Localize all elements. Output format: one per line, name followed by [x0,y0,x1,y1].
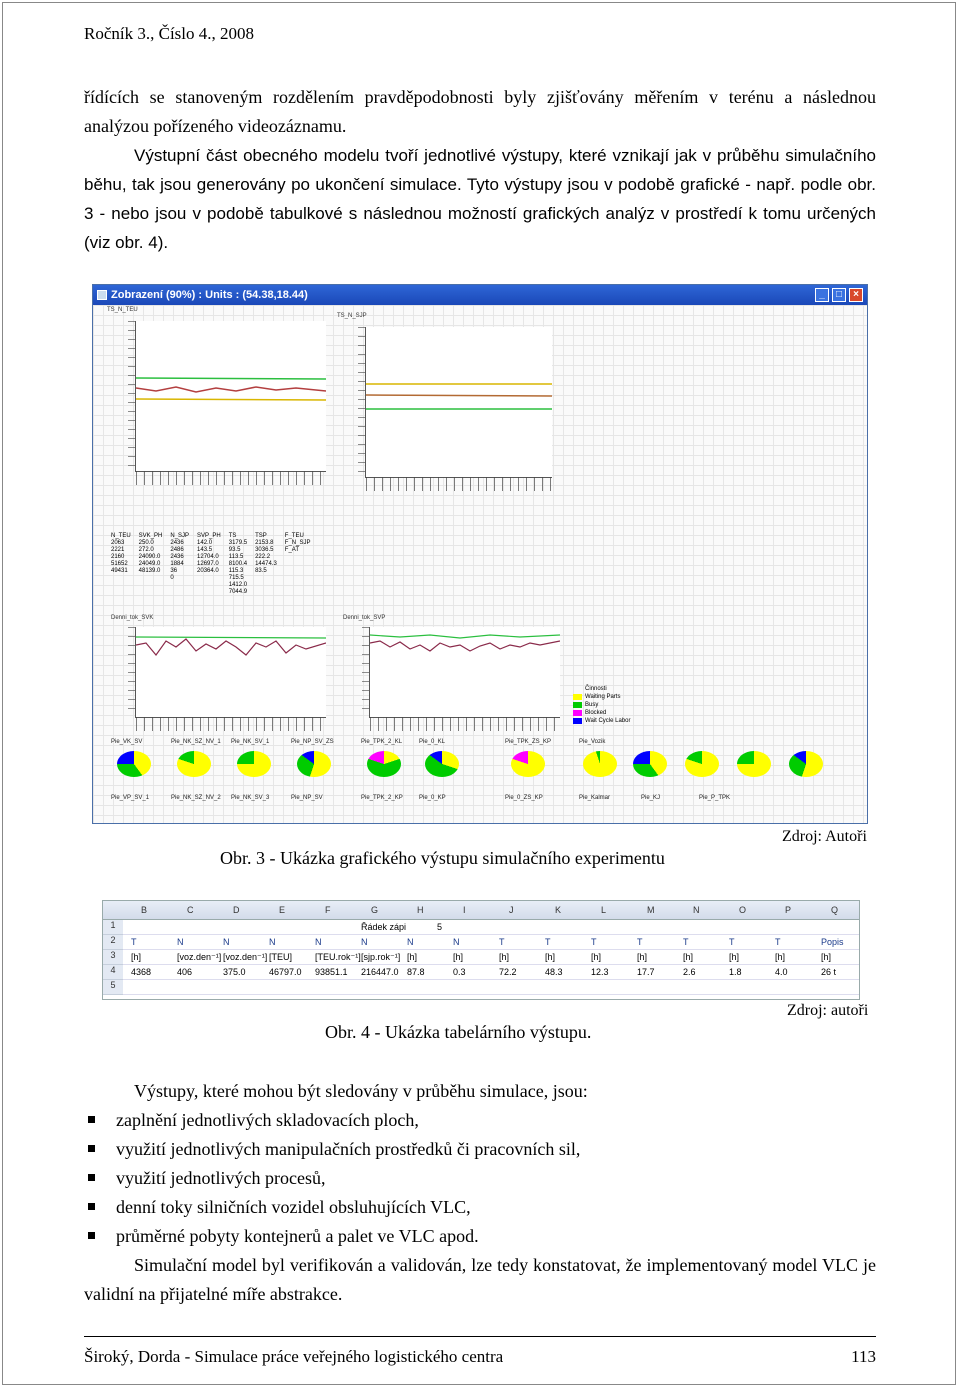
stats-table-cell: 48139.0 [138,568,161,574]
cell[interactable]: T [499,937,505,947]
cell[interactable]: 26 t [821,967,837,977]
th: TS [228,533,237,539]
x-ticks [136,471,326,485]
column-header[interactable]: B [141,905,148,915]
line-green [370,635,560,638]
line-brown [366,395,552,396]
cell[interactable]: [h] [407,952,418,962]
th: TSP [255,533,267,539]
pie-label: Pie_NK_SV_3 [231,795,270,801]
pie-label: Pie_NK_SZ_NV_2 [171,795,221,801]
figure3-caption: Obr. 3 - Ukázka grafického výstupu simulačního experimentu [220,848,665,868]
list-item: průměrné pobyty kontejnerů a palet ve VLC apod. [84,1222,876,1251]
cell[interactable]: T [775,937,781,947]
cell[interactable]: [h] [591,952,602,962]
stats-table-cell [285,575,319,582]
stats-table-cell: 49431 [111,568,128,574]
pie-label: Pie_TPK_ZS_KP [505,739,552,745]
th: SVK_PH [138,533,163,539]
chart-denni-tok-svk [135,627,326,718]
cell[interactable]: [h] [499,952,510,962]
close-icon[interactable]: × [849,288,863,302]
stats-table-cell: 3036.5 [255,547,274,553]
cell[interactable]: [h] [453,952,464,962]
stats-table-cell: 142.0 [197,540,213,546]
row-header[interactable]: 2 [103,935,123,950]
stats-table-cell [111,589,139,596]
pie-label: Pie_Vozik [579,739,606,745]
pie-label: Pie_NK_SV_1 [231,739,270,745]
pie-chart [633,751,667,777]
list-item: využití jednotlivých procesů, [84,1164,876,1193]
cell[interactable]: 1.8 [729,967,742,977]
pie-chart [685,751,719,777]
y-ticks [128,321,135,471]
row-header[interactable]: 4 [103,965,123,980]
x-ticks [366,477,552,491]
cell[interactable]: 375.0 [223,967,246,977]
chart-denni-tok-svp-lines [370,627,560,717]
column-header[interactable]: P [785,905,792,915]
stats-table-cell: 2436 [170,540,184,546]
stats-table-cell: 272.0 [138,547,154,553]
line-green [136,637,326,638]
pie-chart [737,751,771,777]
stats-table-row [111,547,318,554]
line-maroon [136,639,326,655]
footer [84,1347,876,1367]
cell[interactable]: 12.3 [591,967,609,977]
legend-label: Wait Cycle Labor [585,718,631,724]
cell[interactable]: 93851.1 [315,967,348,977]
column-header[interactable]: E [279,905,286,915]
column-header[interactable]: D [233,905,240,915]
stats-table-cell: 12704.0 [197,554,219,560]
line-green [136,378,326,379]
stats-table-cell: 20364.0 [197,568,219,574]
legend-title: Činnosti [585,686,607,692]
stats-table-cell [285,554,319,561]
intro-paragraph-2 [84,141,876,257]
pie-chart [511,751,545,777]
stats-table-cell: 24090.0 [138,554,161,560]
stats-table-cell [170,589,197,596]
column-header[interactable]: O [739,905,747,915]
column-headers [103,901,859,920]
line-maroon [370,641,560,651]
stats-table-row [111,554,318,561]
legend-swatch [573,718,582,724]
cell[interactable]: 17.7 [637,967,655,977]
stats-table-cell: 83.5 [255,568,267,574]
cell[interactable]: [TEU.rok⁻¹] [315,952,361,962]
cell[interactable]: 406 [177,967,193,977]
cell[interactable]: 4368 [131,967,152,977]
simulation-canvas [93,305,867,823]
stats-table-cell: 1884 [170,561,184,567]
stats-table-cell [111,575,139,582]
stats-table-cell: 12697.0 [197,561,219,567]
page-number: 113 [851,1347,876,1366]
pie-chart [117,751,151,777]
cell[interactable]: [h] [683,952,694,962]
stats-table-cell [255,582,285,589]
pie-chart [367,751,401,777]
list-item: zaplnění jednotlivých skladovacích ploch, [84,1106,876,1135]
grid-row [123,935,859,950]
cell[interactable]: [voz.den⁻¹] [223,952,268,962]
cell[interactable]: [TEU] [269,952,293,962]
column-header[interactable]: L [601,905,607,915]
cell[interactable]: 87.8 [407,967,425,977]
stats-table-cell: F_N_SJP [284,540,311,546]
pie-label: Pie_P_TPK [699,795,731,801]
y-ticks [358,327,365,477]
cell[interactable]: N [361,937,368,947]
simulation-output-window [92,284,868,824]
cell[interactable]: N [453,937,460,947]
stats-table-cell: 2221 [111,547,125,553]
cell[interactable]: N [223,937,230,947]
chart-denni-tok-svp [369,627,560,718]
y-ticks [128,627,135,717]
row-header[interactable]: 5 [103,980,123,995]
outputs-intro: Výstupy, které mohou být sledovány v průběhu simulace, jsou: [134,1081,588,1101]
pie-label: Pie_Kalmar [579,795,611,801]
column-header[interactable]: C [187,905,194,915]
pie-label: Pie_NK_SZ_NV_1 [171,739,221,745]
legend-swatch [573,694,582,700]
cell[interactable]: [h] [729,952,740,962]
pie-label: Pie_VK_SV [111,739,143,745]
pie-chart [177,751,211,777]
cell[interactable]: T [637,937,643,947]
footer-title: Široký, Dorda - Simulace práce veřejného logistického centra [84,1347,504,1366]
legend-item [573,709,630,717]
pie-label: Pie_VP_SV_1 [111,795,150,801]
cell[interactable]: T [131,937,137,947]
legend-item [573,701,630,709]
cell[interactable]: N [315,937,322,947]
th: N_TEU [111,533,131,539]
stats-table-row [111,540,318,547]
activity-legend [573,685,630,725]
stats-table-row [111,575,318,582]
stats-table-cell [197,575,229,582]
stats-table-cell [170,582,197,589]
stats-table-row [111,589,318,596]
stats-table-cell: 7044.9 [228,589,248,595]
spreadsheet [102,900,860,1000]
cell[interactable]: [voz.den⁻¹] [177,952,222,962]
grid-row [123,980,859,995]
stats-table-cell: 1412.0 [228,582,248,588]
pie-label: Pie_KJ [641,795,661,801]
stats-table-cell: 115.3 [228,568,244,574]
stats-table-cell: 14474.3 [255,561,277,567]
legend-swatch [573,702,582,708]
legend-label: Waiting Parts [585,694,621,700]
cell[interactable]: 48.3 [545,967,563,977]
cell[interactable]: 5 [437,922,443,932]
stats-table-cell [197,582,229,589]
stats-table-cell: 36 [170,568,178,574]
column-header[interactable]: F [325,905,331,915]
stats-table-row [111,561,318,568]
cell[interactable]: T [729,937,735,947]
cell[interactable]: [h] [545,952,556,962]
stats-table-cell: 2153.8 [255,540,274,546]
cell[interactable]: N [269,937,276,947]
column-header[interactable]: K [555,905,562,915]
pie-label: Pie_0_ZS_KP [505,795,543,801]
outputs-list [84,1106,876,1251]
row-header[interactable]: 3 [103,950,123,965]
cell[interactable]: Popis [821,937,844,947]
column-header[interactable]: M [647,905,655,915]
cell[interactable]: [h] [775,952,786,962]
stats-table-cell: 2436 [170,554,184,560]
pie-label: Pie_TPK_2_KP [361,795,403,801]
stats-table-cell [139,575,171,582]
chart-ts-n-sjp-lines [366,327,552,477]
column-header[interactable]: J [509,905,514,915]
legend-label: Busy [585,702,599,708]
intro-paragraph-1: řídících se stanoveným rozdělením pravděpodobnosti byly zjišťovány měřením v terénu a následnou analýzou pořízeného videozáznamu. [84,87,876,136]
pie-label: Pie_TPK_2_KL [361,739,403,745]
pie-label: Pie_NP_SV_ZS [291,739,334,745]
list-item: denní toky silničních vozidel obsluhujících VLC, [84,1193,876,1222]
stats-table [111,533,318,596]
stats-table-cell: 222.2 [255,554,271,560]
stats-table-cell: 8100.4 [228,561,248,567]
legend-item [573,693,630,701]
chart-label-ts-n-sjp: TS_N_SJP [337,313,367,319]
stats-table-cell: 2063 [111,540,125,546]
pie-label: Pie_0_KP [419,795,446,801]
window-titlebar [93,285,867,305]
stats-table-row [111,568,318,575]
cell[interactable]: [h] [637,952,648,962]
stats-table-cell: 0 [170,575,174,581]
maximize-icon[interactable]: □ [832,288,846,302]
stats-table-cell [197,589,229,596]
cell[interactable]: [h] [131,952,142,962]
stats-table-cell [285,582,319,589]
figure4-source: Zdroj: autoři [787,1002,869,1019]
figure4-caption: Obr. 4 - Ukázka tabelárního výstupu. [325,1022,592,1042]
cell[interactable]: 72.2 [499,967,517,977]
chart-ts-n-sjp [365,327,552,478]
chart-label-denni-tok-svp: Denni_tok_SVP [343,615,386,621]
column-header[interactable]: N [693,905,700,915]
cell[interactable]: [sjp.rok⁻¹] [361,952,401,962]
chart-label-ts-n-teu: TS_N_TEU [107,307,138,313]
cell[interactable]: T [545,937,551,947]
column-header[interactable]: Q [831,905,839,915]
stats-table-cell: 3179.5 [228,540,248,546]
th: F_TEU [284,533,304,539]
cell[interactable]: T [591,937,597,947]
cell[interactable]: 0.3 [453,967,466,977]
running-header: Ročník 3., Číslo 4., 2008 [84,24,255,43]
pie-chart [789,751,823,777]
pie-chart [237,751,271,777]
stats-table-header [111,533,318,540]
stats-table-cell [285,589,319,596]
cell[interactable]: 216447.0 [361,967,399,977]
cell[interactable]: T [683,937,689,947]
stats-table-cell [285,568,319,575]
stats-table-body [111,540,318,596]
stats-table-cell [111,582,139,589]
chart-label-denni-tok-svk: Denni_tok_SVK [111,615,154,621]
cell[interactable]: 46797.0 [269,967,302,977]
list-item: využití jednotlivých manipulačních prostředků či pracovních sil, [84,1135,876,1164]
stats-table-cell [139,589,171,596]
stats-table-row [111,582,318,589]
column-header[interactable]: H [417,905,424,915]
cell[interactable]: N [177,937,184,947]
chart-denni-tok-svk-lines [136,627,326,717]
line-yellow [136,399,326,400]
grid-row [123,920,859,935]
stats-table-cell [285,561,319,568]
x-ticks [370,717,560,731]
footer-rule [84,1336,876,1337]
conclusion-paragraph: Simulační model byl verifikován a validován, lze tedy konstatovat, že implementovaný model VLC je validní na přijatelné míře abstrakce. [84,1255,876,1304]
stats-table-cell: 250.0 [138,540,154,546]
window-icon [97,290,107,300]
stats-table-cell: 715.5 [228,575,244,581]
cell[interactable]: [h] [821,952,832,962]
stats-table-cell: 93.5 [228,547,241,553]
pie-chart [425,751,459,777]
chart-ts-n-teu-lines [136,321,326,471]
minimize-icon[interactable]: _ [815,288,829,302]
figure3-source: Zdroj: Autoři [782,828,867,845]
legend-swatch [573,710,582,716]
column-header[interactable]: G [371,905,379,915]
pie-label: Pie_NP_SV [291,795,323,801]
pie-label: Pie_0_KL [419,739,446,745]
legend-item [573,717,630,725]
stats-table-cell: F_AT [284,547,300,553]
stats-table-cell [255,589,285,596]
x-ticks [136,717,326,731]
cell[interactable]: 4.0 [775,967,788,977]
line-red [136,387,326,392]
stats-table-cell [255,575,285,582]
row-header[interactable]: 1 [103,920,123,935]
y-ticks [362,627,369,717]
chart-ts-n-teu [135,321,326,472]
cell[interactable]: Řádek zápi [361,922,407,932]
th: SVP_PH [197,533,221,539]
stats-table-cell: 2160 [111,554,125,560]
pie-chart [583,751,617,777]
stats-table-cell: 2486 [170,547,184,553]
stats-table-cell [139,582,171,589]
legend-label: Blocked [585,710,607,716]
pie-chart [297,751,331,777]
cell[interactable]: N [407,937,414,947]
stats-table-cell: 51652 [111,561,128,567]
th: N_SJP [170,533,190,539]
window-title: Zobrazení (90%) : Units : (54.38,18.44) [111,289,308,301]
stats-table-cell: 24049.0 [138,561,161,567]
stats-table-cell: 113.5 [228,554,244,560]
cell[interactable]: 2.6 [683,967,696,977]
stats-table-cell: 143.5 [197,547,213,553]
intro-paragraph-2-text: Výstupní část obecného modelu tvoří jednotlivé výstupy, které vznikají jak v průběhu simulačního běhu, tak jsou generovány po ukončení simulace. Tyto výstupy jsou v podobě grafické - např. podle obr. 3 - nebo jsou v podobě tabulkové s následnou možností grafických analýz v prostředí k tomu určených (viz obr. 4). [84,146,876,252]
column-header[interactable]: I [463,905,466,915]
